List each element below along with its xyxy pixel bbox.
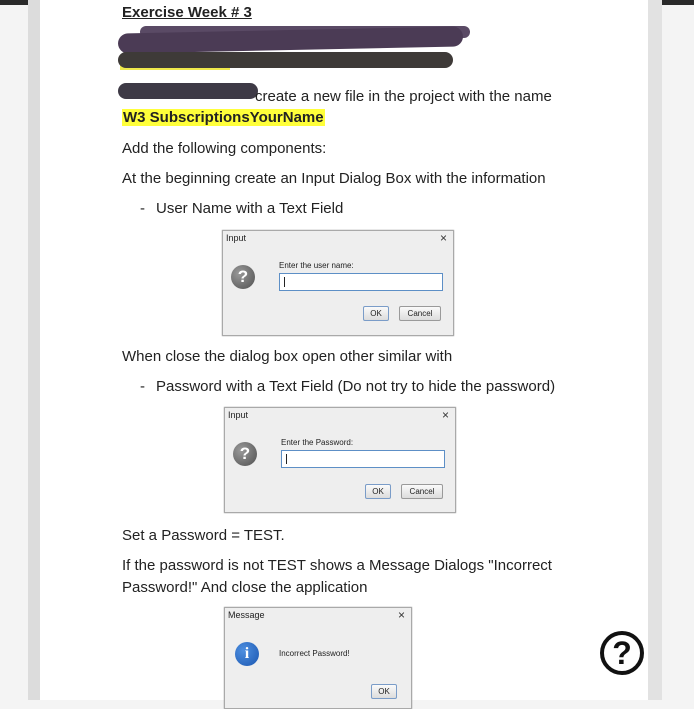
ok-button[interactable]: OK [371,684,397,699]
info-icon: i [235,642,259,666]
help-icon[interactable]: ? [600,631,644,675]
dialog-prompt: Enter the Password: [281,438,354,447]
exercise-title: Exercise Week # 3 [122,4,252,21]
close-icon[interactable]: × [439,231,447,245]
cancel-button[interactable]: Cancel [399,306,441,321]
username-input[interactable] [279,273,443,291]
input-dialog-username [222,230,454,336]
bullet-password: Password with a Text Field (Do not try to hide the password) [156,378,556,395]
left-margin [28,0,40,700]
document-page [40,0,648,700]
dialog-title: Input [226,233,247,243]
cancel-button[interactable]: Cancel [401,484,443,499]
redaction-scribble [118,52,453,68]
add-components-line: Add the following components: [122,140,327,157]
redaction-scribble [118,83,258,99]
question-icon: ? [233,442,257,466]
dialog-title: Input [228,410,249,420]
set-password-line: Set a Password = TEST. [122,527,285,544]
create-file-line: create a new file in the project with the name [255,88,552,105]
close-icon[interactable]: × [441,408,449,422]
beginning-line: At the beginning create an Input Dialog Box with the information [122,170,546,187]
ok-button[interactable]: OK [365,484,391,499]
question-icon: ? [231,265,255,289]
ok-button[interactable]: OK [363,306,389,321]
dialog-prompt: Enter the user name: [279,261,354,270]
close-icon[interactable]: × [397,608,405,622]
when-close-line: When close the dialog box open other similar with [122,348,453,365]
bullet-dash: - [140,378,145,395]
if-password-line-2: Password!" And close the application [122,579,368,596]
message-text: Incorrect Password! [279,649,350,658]
dialog-title: Message [228,610,265,620]
right-margin [648,0,662,700]
message-dialog [224,607,412,709]
file-name-highlight: W3 SubscriptionsYourName [123,109,324,126]
if-password-line-1: If the password is not TEST shows a Message Dialogs "Incorrect [122,557,552,574]
password-input[interactable] [281,450,445,468]
text-caret [286,454,287,464]
input-dialog-password [224,407,456,513]
bullet-user-name: User Name with a Text Field [156,200,344,217]
text-caret [284,277,285,287]
bullet-dash: - [140,200,145,217]
